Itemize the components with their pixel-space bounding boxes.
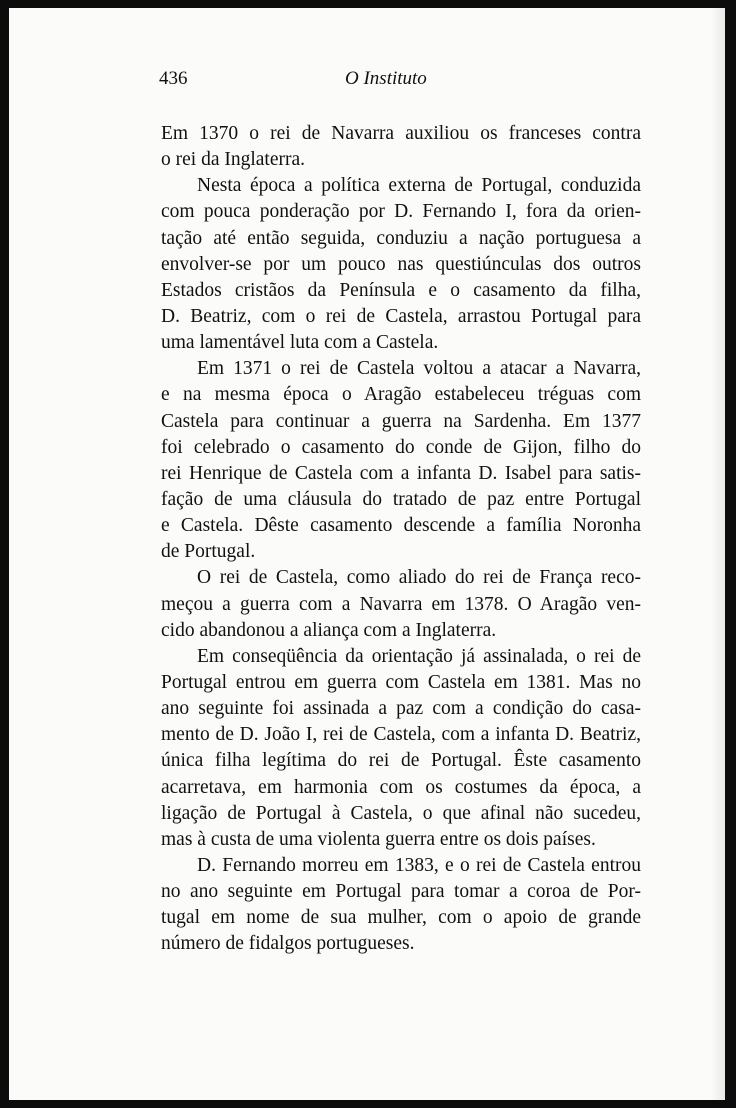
paragraph	[161, 565, 641, 643]
paragraph	[161, 121, 641, 173]
text-line: o rei da Inglaterra.	[161, 149, 306, 171]
text-line: tação até então seguida, conduziu a nação portuguesa a	[161, 227, 641, 249]
text-line: O rei de Castela, como aliado do rei de França reco-	[197, 567, 641, 589]
text-line: D. Fernando morreu em 1383, e o rei de Castela entrou	[197, 854, 641, 876]
body-text	[161, 121, 641, 958]
text-line: envolver-se por um pouco nas questiúnculas dos outros	[161, 253, 641, 275]
text-line: mento de D. João I, rei de Castela, com a infanta D. Beatriz,	[161, 724, 641, 746]
text-line: fação de uma cláusula do tratado de paz entre Portugal	[161, 488, 641, 510]
book-page	[9, 8, 725, 1100]
journal-title: O Instituto	[345, 68, 427, 89]
text-line: com pouca ponderação por D. Fernando I, fora da orien-	[161, 201, 641, 223]
text-line: mas à custa de uma violenta guerra entre os dois países.	[161, 828, 596, 850]
paragraph	[161, 644, 641, 853]
text-line: Em 1370 o rei de Navarra auxiliou os franceses contra	[161, 123, 641, 144]
text-line: no ano seguinte em Portugal para tomar a coroa de Por-	[161, 881, 641, 903]
text-line: rei Henrique de Castela com a infanta D. Isabel para satis-	[161, 462, 641, 484]
text-line: ligação de Portugal à Castela, o que afinal não sucedeu,	[161, 802, 641, 824]
text-line: foi celebrado o casamento do conde de Gijon, filho do	[161, 436, 641, 458]
paragraph	[161, 173, 641, 356]
page-number: 436	[159, 68, 188, 89]
text-line: cido abandonou a aliança com a Inglaterra.	[161, 619, 497, 641]
paragraph	[161, 356, 641, 565]
text-line: e Castela. Dêste casamento descende a família Noronha	[161, 515, 641, 537]
text-line: Estados cristãos da Península e o casamento da filha,	[161, 279, 641, 301]
text-line: ano seguinte foi assinada a paz com a condição do casa-	[161, 698, 641, 720]
text-line: Em 1371 o rei de Castela voltou a atacar a Navarra,	[197, 358, 641, 380]
text-line: tugal em nome de sua mulher, com o apoio de grande	[161, 907, 641, 929]
text-line: meçou a guerra com a Navarra em 1378. O Aragão ven-	[161, 593, 641, 615]
text-line: e na mesma época o Aragão estabeleceu tréguas com	[161, 384, 641, 406]
text-line: única filha legítima do rei de Portugal. Êste casamento	[161, 750, 641, 772]
text-line: Portugal entrou em guerra com Castela em 1381. Mas no	[161, 671, 641, 693]
text-line: acarretava, em harmonia com os costumes da época, a	[161, 776, 641, 798]
text-line: uma lamentável luta com a Castela.	[161, 332, 439, 354]
text-line: número de fidalgos portugueses.	[161, 933, 415, 955]
text-line: Nesta época a política externa de Portugal, conduzida	[197, 175, 641, 197]
paragraph	[161, 853, 641, 958]
text-line: Em conseqüência da orientação já assinalada, o rei de	[197, 645, 641, 667]
running-head	[159, 68, 589, 92]
page-edge-shadow	[711, 8, 725, 1100]
text-line: Castela para continuar a guerra na Sardenha. Em 1377	[161, 410, 641, 432]
text-line: D. Beatriz, com o rei de Castela, arrastou Portugal para	[161, 305, 641, 327]
text-line: de Portugal.	[161, 541, 256, 563]
